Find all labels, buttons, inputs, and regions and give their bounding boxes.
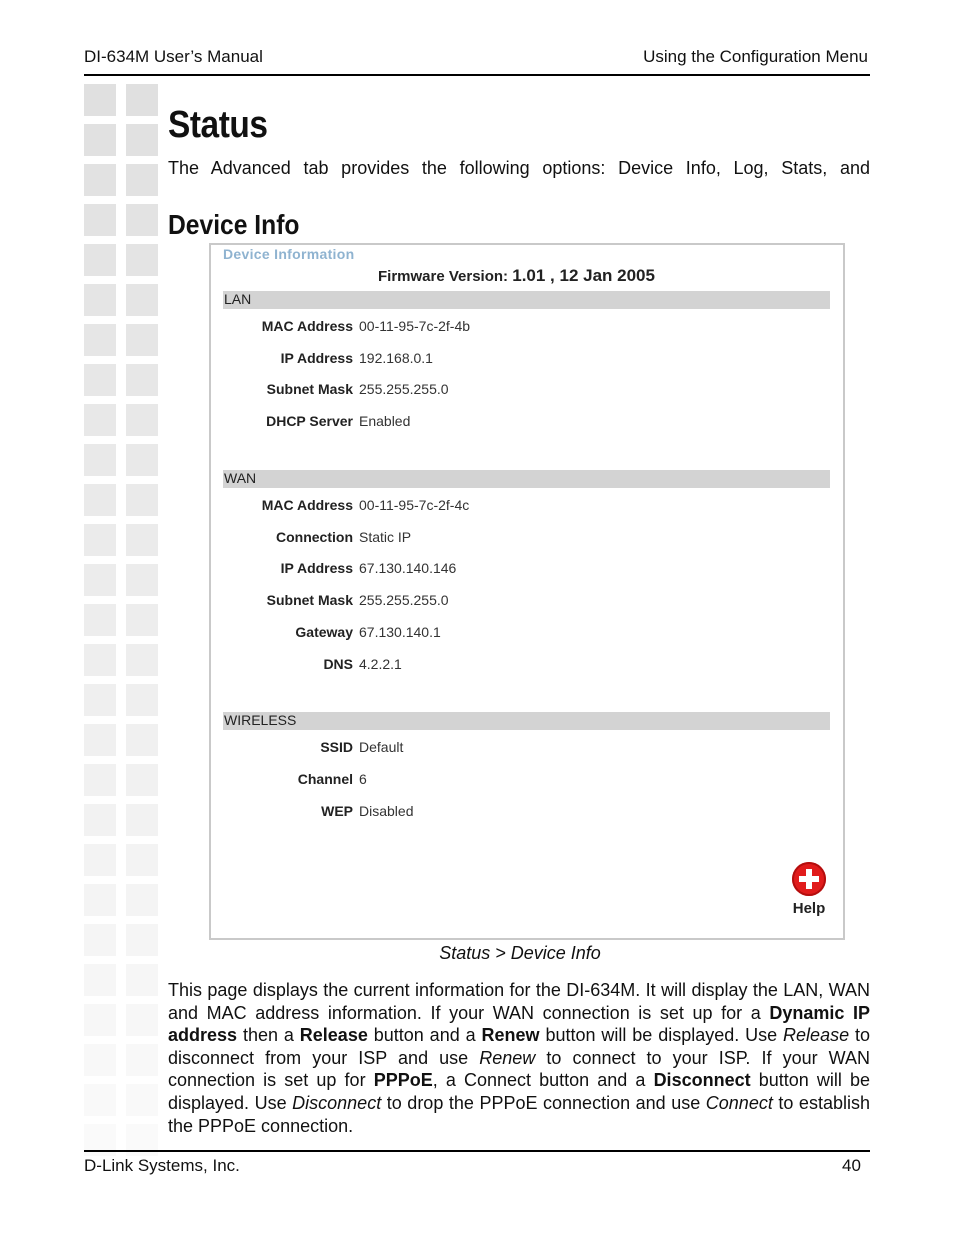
info-row [223, 803, 823, 823]
grid-square [126, 284, 158, 316]
manual-title: DI-634M User’s Manual [84, 47, 263, 66]
info-row [223, 739, 823, 759]
body-text: then a [237, 1025, 300, 1046]
info-value: 67.130.140.146 [359, 560, 457, 577]
grid-square [126, 524, 158, 556]
bold-term: PPPoE [373, 1070, 433, 1091]
grid-square [126, 804, 158, 836]
grid-square [126, 644, 158, 676]
body-paragraph [168, 979, 870, 1137]
body-text: to establish the PPPoE connection. [168, 1092, 870, 1136]
grid-square [84, 884, 116, 916]
info-row [223, 318, 823, 338]
lan-header-label: LAN [224, 291, 252, 307]
info-row [223, 413, 823, 433]
info-value: 00-11-95-7c-2f-4c [359, 497, 470, 513]
info-label: Subnet Mask [266, 381, 353, 398]
device-info-screenshot [209, 243, 845, 940]
intro-paragraph: The Advanced tab provides the following options: Device Info, Log, Stats, and [168, 158, 870, 178]
grid-square [84, 164, 116, 196]
grid-square [84, 1084, 116, 1116]
info-row [223, 350, 823, 370]
grid-square [126, 124, 158, 156]
body-text: button will be displayed. Use [168, 1070, 871, 1113]
info-value: 67.130.140.1 [359, 623, 441, 640]
firmware-version [378, 266, 655, 286]
wireless-header-label: WIRELESS [224, 712, 297, 728]
grid-square [84, 324, 116, 356]
grid-square [126, 564, 158, 596]
bold-term: Dynamic IP address [168, 1002, 870, 1046]
help-plus-icon [792, 862, 826, 896]
grid-square [84, 1044, 116, 1076]
bold-term: Release [299, 1025, 368, 1046]
info-row [223, 624, 823, 644]
info-value: Static IP [359, 528, 412, 545]
grid-square [84, 804, 116, 836]
bold-term: Disconnect [653, 1070, 751, 1091]
grid-square [84, 964, 116, 996]
info-row [223, 592, 823, 612]
grid-square [126, 684, 158, 716]
grid-square [84, 604, 116, 636]
grid-square [84, 284, 116, 316]
info-row [223, 381, 823, 401]
info-label: SSID [320, 739, 353, 755]
italic-term: Connect [705, 1092, 773, 1113]
grid-square [126, 84, 158, 116]
grid-square [84, 844, 116, 876]
grid-square [126, 1004, 158, 1036]
grid-square [84, 244, 116, 276]
info-label: Gateway [295, 623, 353, 640]
bold-term: Renew [481, 1025, 540, 1046]
grid-square [84, 484, 116, 516]
grid-square [84, 124, 116, 156]
wireless-section-header [223, 712, 830, 730]
italic-term: Renew [479, 1047, 536, 1068]
grid-square [84, 1004, 116, 1036]
grid-square [126, 164, 158, 196]
grid-square [126, 324, 158, 356]
chapter-title: Using the Configuration Menu [643, 47, 868, 66]
body-text: button and a [367, 1025, 482, 1046]
grid-square [84, 204, 116, 236]
panel-title: Device Information [223, 246, 355, 262]
grid-square [126, 764, 158, 796]
italic-term: Disconnect [292, 1092, 382, 1113]
grid-square [126, 1044, 158, 1076]
header-rule [84, 74, 870, 76]
help-label: Help [792, 900, 826, 917]
wan-section-header [223, 470, 830, 488]
footer-rule [84, 1150, 870, 1152]
grid-square [126, 484, 158, 516]
company-name: D-Link Systems, Inc. [84, 1156, 240, 1175]
info-value: 192.168.0.1 [359, 349, 433, 366]
grid-square [126, 964, 158, 996]
grid-square [126, 1084, 158, 1116]
grid-square [84, 524, 116, 556]
info-value: Disabled [359, 803, 414, 819]
grid-square [126, 724, 158, 756]
firmware-value: 1.01 , 12 Jan 2005 [512, 266, 655, 285]
grid-square [126, 444, 158, 476]
grid-square [84, 564, 116, 596]
page-title: Status [168, 104, 268, 146]
grid-square [126, 844, 158, 876]
body-text: , a Connect button and a [432, 1070, 654, 1091]
grid-square [84, 444, 116, 476]
grid-square [126, 404, 158, 436]
figure-caption: Status > Device Info [439, 943, 601, 963]
info-label: DNS [323, 655, 353, 672]
firmware-label: Firmware Version: [378, 268, 509, 285]
info-value: 00-11-95-7c-2f-4b [359, 318, 471, 334]
page-number: 40 [842, 1156, 861, 1175]
info-row [223, 771, 823, 791]
info-label: Connection [276, 528, 353, 545]
info-label: MAC Address [261, 318, 353, 334]
grid-square [84, 644, 116, 676]
grid-square [126, 604, 158, 636]
grid-square [126, 364, 158, 396]
info-value: 255.255.255.0 [359, 592, 449, 609]
info-label: IP Address [280, 349, 353, 366]
grid-square [84, 404, 116, 436]
info-value: Enabled [359, 413, 411, 430]
grid-square [84, 764, 116, 796]
body-text: button will be displayed. Use [539, 1025, 784, 1046]
grid-square [84, 684, 116, 716]
info-value: 4.2.2.1 [359, 655, 402, 672]
info-label: DHCP Server [266, 413, 353, 430]
italic-term: Release [783, 1025, 850, 1046]
lan-section-header [223, 291, 830, 309]
body-text: This page displays the current information for the DI-634M. It will display the LAN, WAN and MAC address information. If your WAN connection is set up for a [168, 980, 870, 1023]
grid-square [84, 364, 116, 396]
decorative-square-grid [84, 84, 158, 1154]
grid-square [126, 204, 158, 236]
info-label: IP Address [280, 560, 353, 577]
info-value: Default [359, 739, 404, 755]
info-value: 255.255.255.0 [359, 381, 449, 398]
info-row [223, 656, 823, 676]
section-heading: Device Info [168, 209, 300, 240]
help-button[interactable] [789, 862, 829, 917]
info-label: MAC Address [261, 497, 353, 513]
info-label: WEP [321, 803, 353, 819]
info-label: Subnet Mask [266, 592, 353, 609]
info-label: Channel [297, 771, 353, 787]
body-text: to connect to your ISP. If your WAN connection is set up for [168, 1047, 870, 1091]
info-row [223, 560, 823, 580]
grid-square [84, 84, 116, 116]
info-value: 6 [359, 771, 367, 787]
body-text: to drop the PPPoE connection and use [381, 1092, 706, 1113]
info-row [223, 529, 823, 549]
info-row [223, 497, 823, 517]
grid-square [126, 884, 158, 916]
wan-header-label: WAN [224, 470, 257, 486]
grid-square [126, 244, 158, 276]
grid-square [84, 724, 116, 756]
body-text: to disconnect from your ISP and use [168, 1025, 871, 1068]
